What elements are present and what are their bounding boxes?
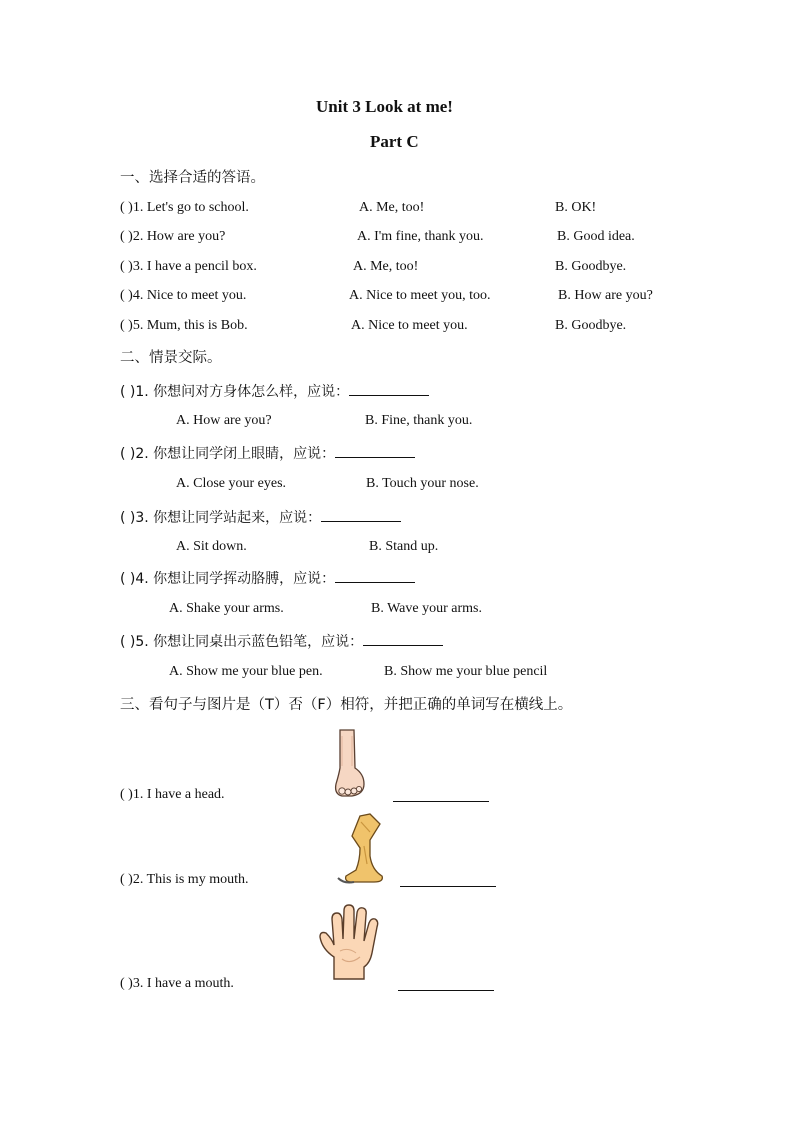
s1-q1-option-b: B. OK!	[555, 200, 597, 215]
s3-q3: ( )3. I have a mouth.	[120, 976, 234, 991]
answer-blank[interactable]	[321, 509, 401, 522]
s3-q1: ( )1. I have a head.	[120, 787, 225, 802]
s2-q3-text: ( )3. 你想让同学站起来，应说：	[120, 510, 322, 526]
s1-q1-option-a: A. Me, too!	[359, 200, 425, 215]
s2-q5	[120, 631, 443, 651]
s2-q3-option-b: B. Stand up.	[369, 539, 439, 554]
section-2-heading: 二、情景交际。	[120, 350, 222, 366]
s2-q1-option-a: A. How are you?	[176, 413, 272, 428]
s1-q3: ( )3. I have a pencil box.	[120, 259, 257, 274]
s2-q2-text: ( )2. 你想让同学闭上眼睛，应说：	[120, 446, 336, 462]
page-title: Unit 3 Look at me!	[316, 97, 453, 116]
s2-q2-option-a: A. Close your eyes.	[176, 476, 287, 491]
s1-q5-option-a: A. Nice to meet you.	[351, 318, 468, 333]
answer-blank[interactable]	[363, 633, 443, 646]
section-3-heading: 三、看句子与图片是（T）否（F）相符，并把正确的单词写在横线上。	[120, 697, 573, 713]
s2-q5-option-b: B. Show me your blue pencil	[384, 664, 548, 679]
foot-picture	[330, 728, 370, 800]
s1-q4-option-a: A. Nice to meet you, too.	[349, 288, 491, 303]
s2-q2-option-b: B. Touch your nose.	[366, 476, 479, 491]
s2-q1	[120, 381, 429, 401]
s1-q5: ( )5. Mum, this is Bob.	[120, 318, 248, 333]
s2-q3	[120, 507, 401, 527]
s1-q4-option-b: B. How are you?	[558, 288, 653, 303]
s1-q2-option-b: B. Good idea.	[557, 229, 635, 244]
s1-q2-option-a: A. I'm fine, thank you.	[357, 229, 484, 244]
s2-q3-option-a: A. Sit down.	[176, 539, 247, 554]
answer-blank[interactable]	[349, 383, 429, 396]
s2-q2	[120, 443, 415, 463]
answer-blank[interactable]	[335, 445, 415, 458]
leg-picture	[330, 812, 388, 888]
answer-line[interactable]	[400, 886, 496, 887]
answer-line[interactable]	[393, 801, 489, 802]
s1-q2: ( )2. How are you?	[120, 229, 226, 244]
s2-q4-text: ( )4. 你想让同学挥动胳膊，应说：	[120, 571, 336, 587]
s2-q1-option-b: B. Fine, thank you.	[365, 413, 473, 428]
part-label: Part C	[370, 132, 419, 151]
s3-q2: ( )2. This is my mouth.	[120, 872, 249, 887]
s1-q3-option-a: A. Me, too!	[353, 259, 419, 274]
s1-q5-option-b: B. Goodbye.	[555, 318, 627, 333]
s2-q4	[120, 568, 415, 588]
answer-blank[interactable]	[335, 570, 415, 583]
s2-q1-text: ( )1. 你想问对方身体怎么样，应说：	[120, 384, 350, 400]
s2-q4-option-b: B. Wave your arms.	[371, 601, 482, 616]
section-1-heading: 一、选择合适的答语。	[120, 170, 265, 186]
hand-picture	[316, 903, 384, 981]
s1-q3-option-b: B. Goodbye.	[555, 259, 627, 274]
s2-q5-text: ( )5. 你想让同桌出示蓝色铅笔，应说：	[120, 634, 364, 650]
answer-line[interactable]	[398, 990, 494, 991]
s1-q1: ( )1. Let's go to school.	[120, 200, 249, 215]
s2-q4-option-a: A. Shake your arms.	[169, 601, 284, 616]
s1-q4: ( )4. Nice to meet you.	[120, 288, 247, 303]
s2-q5-option-a: A. Show me your blue pen.	[169, 664, 323, 679]
